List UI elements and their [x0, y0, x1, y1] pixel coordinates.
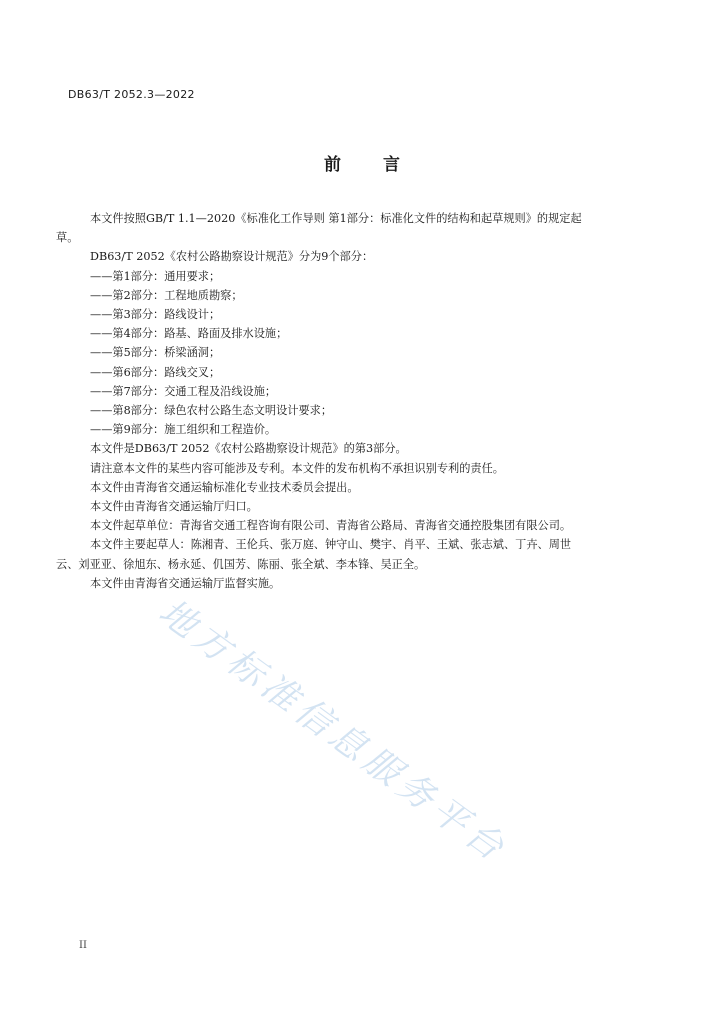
list-item: ——第5部分：桥梁涵洞； [90, 346, 221, 360]
foreword-body [56, 209, 646, 593]
page-number: II [79, 940, 87, 951]
list-item: ——第2部分：工程地质勘察； [90, 288, 243, 302]
list-item: ——第6部分：路线交叉； [90, 365, 221, 379]
title-char-2: 言 [383, 155, 400, 175]
paragraph-supervision: 本文件由青海省交通运输厅监督实施。 [90, 576, 281, 590]
list-item: ——第9部分：施工组织和工程造价。 [90, 423, 277, 437]
document-code: DB63/T 2052.3—2022 [68, 88, 195, 101]
paragraph-structure: DB63/T 2052《农村公路勘察设计规范》分为9个部分： [90, 250, 374, 264]
paragraph-basis: 本文件按照GB/T 1.1—2020《标准化工作导则 第1部分：标准化文件的结构和起草规则》的规定起 [90, 212, 582, 225]
paragraph-proposer: 本文件由青海省交通运输标准化专业技术委员会提出。 [90, 480, 359, 494]
paragraph-centralized: 本文件由青海省交通运输厅归口。 [90, 500, 258, 514]
paragraph-part-statement: 本文件是DB63/T 2052《农村公路勘察设计规范》的第3部分。 [90, 442, 407, 456]
list-item: ——第1部分：通用要求； [90, 269, 221, 283]
watermark: 地方标准信息服务平台 [151, 591, 516, 872]
list-item: ——第8部分：绿色农村公路生态文明设计要求； [90, 404, 333, 418]
list-item: ——第4部分：路基、路面及排水设施； [90, 327, 288, 341]
paragraph-patent: 请注意本文件的某些内容可能涉及专利。本文件的发布机构不承担识别专利的责任。 [90, 461, 504, 475]
title-char-1: 前 [324, 155, 341, 175]
page-title [0, 150, 724, 175]
list-item: ——第3部分：路线设计； [90, 308, 221, 322]
paragraph-drafters-cont: 云、刘亚亚、徐旭东、杨永延、仉国芳、陈丽、张全斌、李本锋、吴正全。 [56, 557, 426, 571]
paragraph-drafting-units: 本文件起草单位：青海省交通工程咨询有限公司、青海省公路局、青海省交通控股集团有限公司。 [90, 519, 572, 533]
paragraph-drafters: 本文件主要起草人：陈湘青、王伦兵、张万庭、钟守山、樊宇、肖平、王斌、张志斌、丁卉、周世 [90, 538, 572, 552]
paragraph-basis-cont: 草。 [56, 231, 79, 245]
list-item: ——第7部分：交通工程及沿线设施； [90, 384, 277, 398]
